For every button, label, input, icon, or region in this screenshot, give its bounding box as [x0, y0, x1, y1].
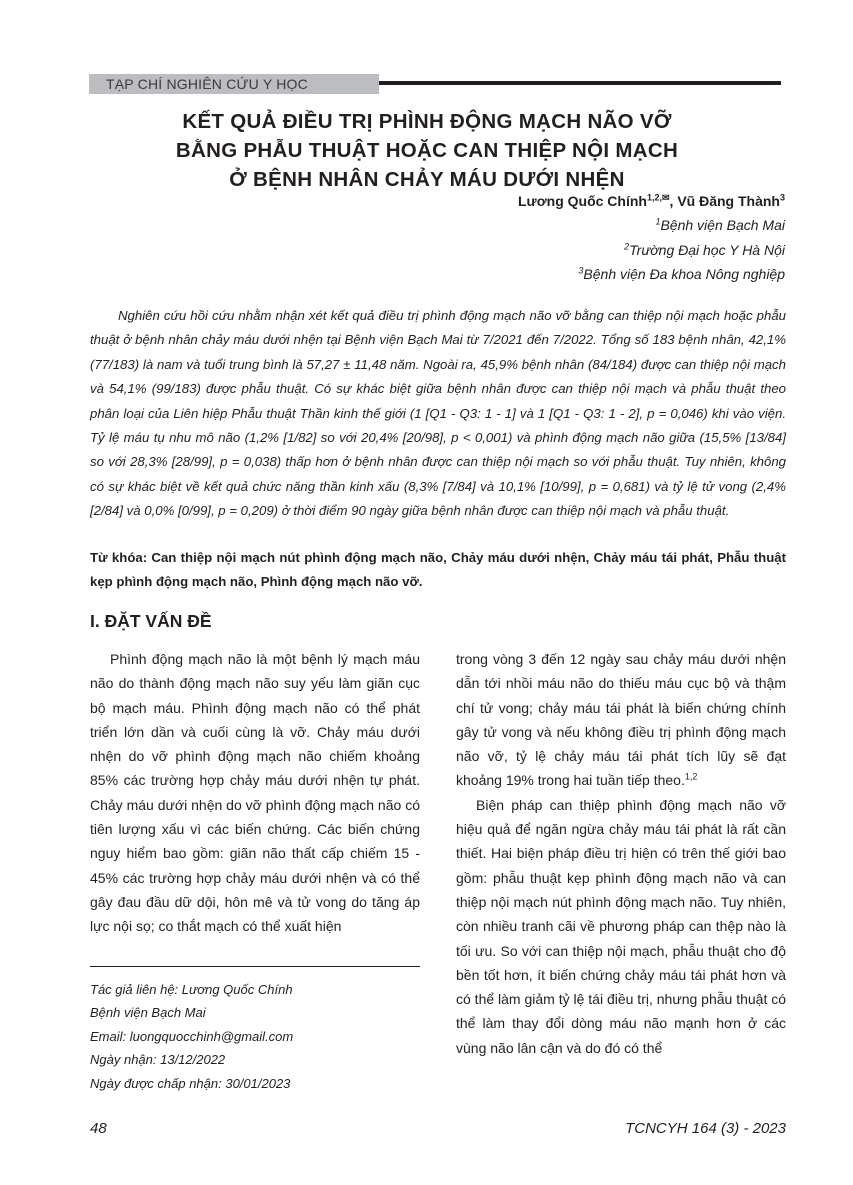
accepted-date: Ngày được chấp nhận: 30/01/2023	[90, 1075, 291, 1091]
body-paragraph	[456, 647, 786, 793]
section-heading: I. ĐẶT VẤN ĐỀ	[90, 611, 212, 631]
affiliation-name: Trường Đại học Y Hà Nội	[629, 242, 785, 258]
body-column-right	[456, 647, 786, 1060]
corresponding-email: Email: luongquocchinh@gmail.com	[90, 1028, 294, 1044]
footnote-rule	[90, 966, 420, 967]
author-name: Lương Quốc Chính	[518, 193, 647, 209]
received-date: Ngày nhận: 13/12/2022	[90, 1052, 226, 1068]
affiliation	[655, 217, 785, 233]
page-number: 48	[90, 1120, 107, 1137]
body-paragraph: Biện pháp can thiệp phình động mạch não vỡ hiệu quả để ngăn ngừa chảy máu tái phát là rất cần thiết. Hai biện pháp điều trị hiện có trên thế giới bao gồm: phẫu thuật kẹp phình động mạch não và can thiệp nội mạch nút phình động mạch não. Tuy nhiên, còn nhiều tranh cãi về phương pháp can thệp nào là tối ưu. So với can thiệp nội mạch, phẫu thuật cho độ bền tốt hơn, ít biến chứng chảy máu tái phát hơn và có thể làm giảm tỷ lệ tái điều trị, nhưng phẫu thuật có thể làm thay đổi dòng máu não mạnh hơn ở các vùng não lân cận và do đó có thể	[456, 796, 787, 1056]
keywords: Từ khóa: Can thiệp nội mạch nút phình động mạch não, Chảy máu dưới nhện, Chảy máu tái phát, Phẫu thuật kẹp phình động mạch não, Phình động mạch não vỡ.	[90, 550, 786, 589]
affiliation-mark: 2	[624, 241, 630, 252]
journal-issue: TCNCYH 164 (3) - 2023	[625, 1120, 786, 1137]
affiliation-name: Bệnh viện Bạch Mai	[660, 217, 785, 233]
abstract: Nghiên cứu hồi cứu nhằm nhận xét kết quả điều trị phình động mạch não vỡ bằng can thiệp nội mạch hoặc phẫu thuật ở bệnh nhân chảy máu dưới nhện tại Bệnh viện Bạch Mai từ 7/2021 đến 7/2022. Tổng số 183 bệnh nhân, 42,1% (77/183) là nam và tuổi trung bình là 57,27 ± 11,48 năm. Ngoài ra, 45,9% bệnh nhân (84/184) được can thiệp nội mạch và 54,1% (99/183) được phẫu thuật. Có sự khác biệt giữa bệnh nhân được can thiệp nội mạch và phẫu thuật theo phân loại của Liên hiệp Phẫu thuật Thần kinh thế giới (1 [Q1 - Q3: 1 - 1] và 1 [Q1 - Q3: 1 - 2], p = 0,046) khi vào viện. Tỷ lệ máu tụ nhu mô não (1,2% [1/82] so với 20,4% [20/98], p < 0,001) và phình động mạch não giữa (15,5% [13/84] so với 28,3% [28/99], p = 0,038) thấp hơn ở bệnh nhân được can thiệp nội mạch so với phẫu thuật. Tuy nhiên, không có sự khác biệt về kết quả chức năng thần kinh xấu (8,3% [7/84] và 10,1% [10/99], p = 0,681) và tỷ lệ tử vong (2,4% [2/84] và 0,0% [0/99], p = 0,209) ở thời điểm 90 ngày giữa bệnh nhân được can thiệp nội mạch và phẫu thuật.	[90, 308, 786, 519]
citation-ref: 1,2	[684, 771, 698, 782]
corresponding-author: Tác giả liên hệ: Lương Quốc Chính	[90, 982, 293, 997]
journal-header-label: TẠP CHÍ NGHIÊN CỨU Y HỌC	[89, 74, 379, 94]
author-affiliation-mark: 1,2,✉	[646, 192, 670, 203]
author-separator: ,	[669, 193, 678, 209]
author-list	[518, 193, 785, 209]
header-rule	[379, 81, 781, 85]
body-column-left	[90, 647, 420, 939]
author-name: Vũ Đăng Thành	[677, 193, 780, 209]
affiliation-name: Bệnh viện Đa khoa Nông nghiệp	[583, 266, 785, 282]
title-line-2: BẰNG PHẪU THUẬT HOẶC CAN THIỆP NỘI MẠCH	[175, 139, 679, 162]
author-affiliation-mark: 3	[779, 192, 785, 203]
correspondence-note	[90, 978, 420, 1095]
body-paragraph: Phình động mạch não là một bệnh lý mạch máu não do thành động mạch não suy yếu làm giãn cục bộ mạch máu. Phình động mạch não có thể phát triển lớn dần và cuối cùng là vỡ. Chảy máu dưới nhện do vỡ phình động mạch não chiếm khoảng 85% các trường hợp chảy máu dưới nhện tự phát. Chảy máu dưới nhện do vỡ phình động mạch não có tiên lượng xấu vì các biến chứng. Các biến chứng nguy hiểm bao gồm: giãn não thất cấp chiếm 15 - 45% các trường hợp chảy máu dưới nhện và có thể gây đau đầu dữ dội, hôn mê và tử vong do tăng áp lực nội sọ; co thắt mạch có thể xuất hiện	[90, 651, 420, 935]
article-title	[90, 107, 764, 194]
affiliation	[624, 242, 785, 258]
title-line-3: Ở BỆNH NHÂN CHẢY MÁU DƯỚI NHỆN	[229, 168, 625, 191]
affiliation-mark: 3	[578, 265, 584, 276]
affiliation-mark: 1	[655, 216, 661, 227]
title-line-1: KẾT QUẢ ĐIỀU TRỊ PHÌNH ĐỘNG MẠCH NÃO VỠ	[182, 110, 672, 133]
paragraph-text: trong vòng 3 đến 12 ngày sau chảy máu dưới nhện dẫn tới nhồi máu não do thiếu máu cục bộ và thậm chí tử vong; chảy máu tái phát là biến chứng chính gây tử vong và nếu không điều trị phình động mạch não vỡ, tỷ lệ chảy máu tái phát tích lũy sẽ đạt khoảng 19% trong hai tuần tiếp theo.	[456, 651, 786, 789]
journal-header-bar	[89, 74, 781, 94]
corresponding-institution: Bệnh viện Bạch Mai	[90, 1005, 206, 1021]
affiliation	[578, 266, 785, 282]
